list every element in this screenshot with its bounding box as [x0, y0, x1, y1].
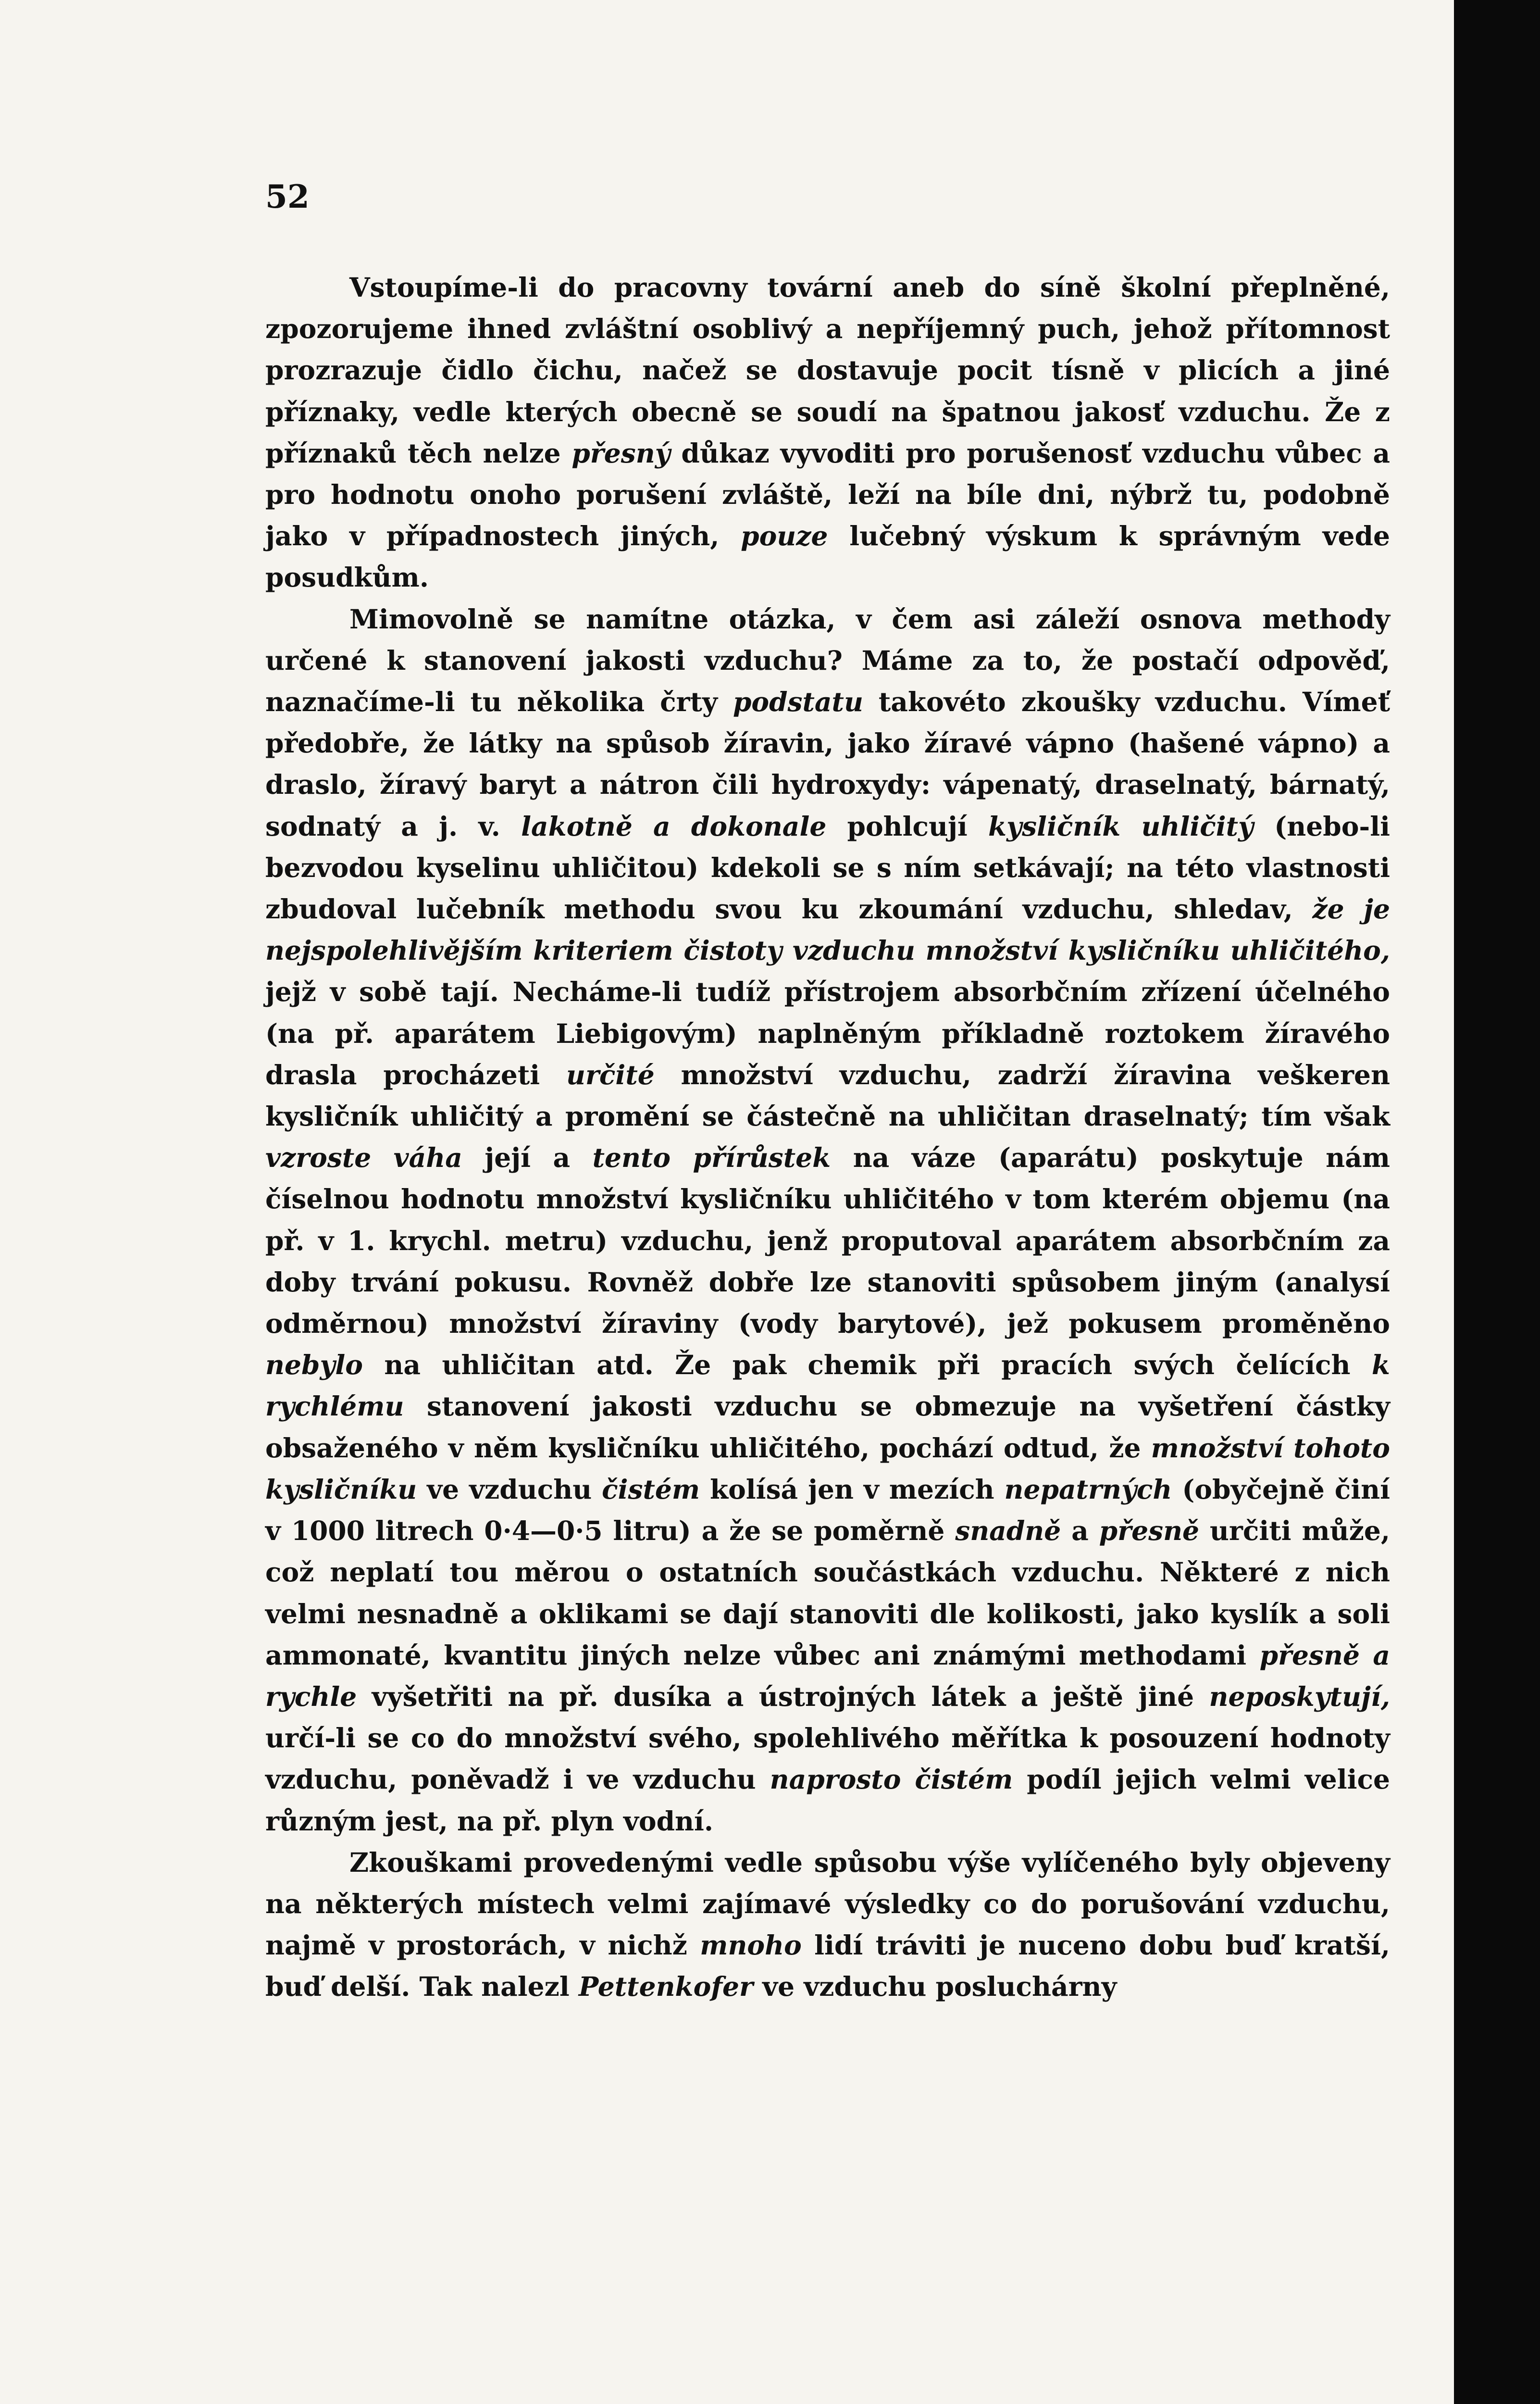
emphasis-text: přesně a rychle — [265, 1639, 1390, 1712]
paragraph — [265, 599, 1390, 1842]
emphasis-text: množství tohoto kysličníku — [265, 1432, 1390, 1505]
text-run: stanovení jakosti vzduchu se obmezuje na vyšetření částky obsaženého v něm kysličníku uhličitého, pochází odtud, že — [265, 1390, 1390, 1464]
paragraph — [265, 1842, 1390, 2008]
emphasis-text: kysličník uhličitý — [988, 810, 1254, 842]
text-run: pohlcují — [826, 810, 989, 842]
text-run: určiti může, což neplatí tou měrou o ostatních součástkách vzduchu. Některé z nich velmi nesnadně a oklikami se dají stanoviti dle kolikosti, jako kyslík a soli ammonaté, kvantitu jiných nelze vůbec ani známými methodami — [265, 1515, 1391, 1671]
emphasis-text: neposkytují, — [1209, 1680, 1390, 1712]
emphasis-text: naprosto čistém — [770, 1764, 1013, 1795]
text-run: kolísá jen v mezích — [700, 1473, 1005, 1505]
text-run: podíl jejich velmi velice různým jest, na př. plyn vodní. — [265, 1764, 1390, 1837]
emphasis-text: přesný — [571, 437, 671, 469]
text-run: ve vzduchu posluchárny — [753, 1971, 1117, 2003]
text-run: množství vzduchu, zadrží žíravina veškeren kysličník uhličitý a promění se částečně na uhličitan draselnatý; tím však — [265, 1059, 1390, 1132]
text-run: lučebný výskum k správným vede posudkům. — [265, 520, 1390, 593]
emphasis-text: přesně — [1099, 1515, 1200, 1547]
text-run: určí-li se co do množství svého, spolehlivého měřítka k posouzení hodnoty vzduchu, poněvadž i ve vzduchu — [265, 1722, 1390, 1795]
text-run: Zkouškami provedenými vedle spůsobu výše vylíčeného byly objeveny na některých místech velmi zajímavé výsledky co do porušování vzduchu, najmě v prostorách, v nichž — [265, 1846, 1390, 1961]
text-run: jejž v sobě tají. Necháme-li tudíž přístrojem absorbčním zřízení účelného (na př. aparátem Liebigovým) naplněným příkladně roztokem žíravého drasla procházeti — [265, 976, 1390, 1090]
emphasis-text: Pettenkofer — [578, 1971, 753, 2003]
text-run: na uhličitan atd. Že pak chemik při pracích svých čelících — [362, 1349, 1372, 1381]
emphasis-text: snadně — [955, 1515, 1061, 1547]
emphasis-text: že je nejspolehlivějším kriteriem čistoty vzduchu množství kysličníku uhličitého, — [265, 893, 1390, 966]
emphasis-text: pouze — [741, 520, 828, 552]
text-run: (nebo-li bezvodou kyselinu uhličitou) kdekoli se s ním setkávají; na této vlastnosti zbudoval lučebník methodu svou ku zkoumání vzduchu, shledav, — [265, 810, 1390, 925]
page-number: 52 — [265, 178, 310, 215]
emphasis-text: podstatu — [733, 686, 863, 718]
emphasis-text: vzroste váha — [265, 1142, 462, 1174]
emphasis-text: lakotně a dokonale — [521, 810, 827, 842]
text-run: a — [1061, 1515, 1099, 1547]
text-run: její a — [462, 1142, 593, 1174]
paragraph — [265, 267, 1390, 599]
emphasis-text: tento přírůstek — [592, 1142, 831, 1174]
text-run: vyšetřiti na př. dusíka a ústrojných látek a ještě jiné — [357, 1680, 1209, 1712]
emphasis-text: čistém — [602, 1473, 700, 1505]
text-run: Vstoupíme-li do pracovny tovární aneb do síně školní přeplněné, zpozorujeme ihned zvláštní osoblivý a nepříjemný puch, jehož přítomnost prozrazuje čidlo čichu, načež se dostavuje pocit tísně v plicích a jiné příznaky, vedle kterých obecně se soudí na špatnou jakosť vzduchu. Že z příznaků těch nelze — [265, 272, 1390, 469]
text-run: takovéto zkoušky vzduchu. Vímeť předobře, že látky na spůsob žíravin, jako žíravé vápno (hašené vápno) a draslo, žíravý baryt a nátron čili hydroxydy: vápenatý, draselnatý, bárnatý, sodnatý a j. v. — [265, 686, 1390, 842]
emphasis-text: k rychlému — [265, 1349, 1390, 1422]
body-text — [265, 267, 1390, 2008]
emphasis-text: nepatrných — [1004, 1473, 1172, 1505]
text-run: důkaz vyvoditi pro porušenosť vzduchu vůbec a pro hodnotu onoho porušení zvláště, leží na bíle dni, nýbrž tu, podobně jako v případnostech jiných, — [265, 437, 1391, 552]
text-run: ve vzduchu — [417, 1473, 602, 1505]
text-run: (obyčejně činí v 1000 litrech 0·4—0·5 litru) a že se poměrně — [265, 1473, 1391, 1547]
text-run: lidí tráviti je nuceno dobu buď kratší, buď delší. Tak nalezl — [265, 1929, 1390, 2003]
emphasis-text: mnoho — [700, 1929, 802, 1961]
emphasis-text: nebylo — [265, 1349, 363, 1381]
text-run: Mimovolně se namítne otázka, v čem asi záleží osnova methody určené k stanovení jakosti vzduchu? Máme za to, že postačí odpověď, naznačíme-li tu několika črty — [265, 603, 1390, 718]
emphasis-text: určité — [566, 1059, 655, 1090]
text-run: na váze (aparátu) poskytuje nám číselnou hodnotu množství kysličníku uhličitého v tom kterém objemu (na př. v 1. krychl. metru) vzduchu, jenž proputoval aparátem absorbčním za doby trvání pokusu. Rovněž dobře lze stanoviti spůsobem jiným (analysí odměrnou) množství žíraviny (vody barytové), jež pokusem proměněno — [265, 1142, 1390, 1340]
